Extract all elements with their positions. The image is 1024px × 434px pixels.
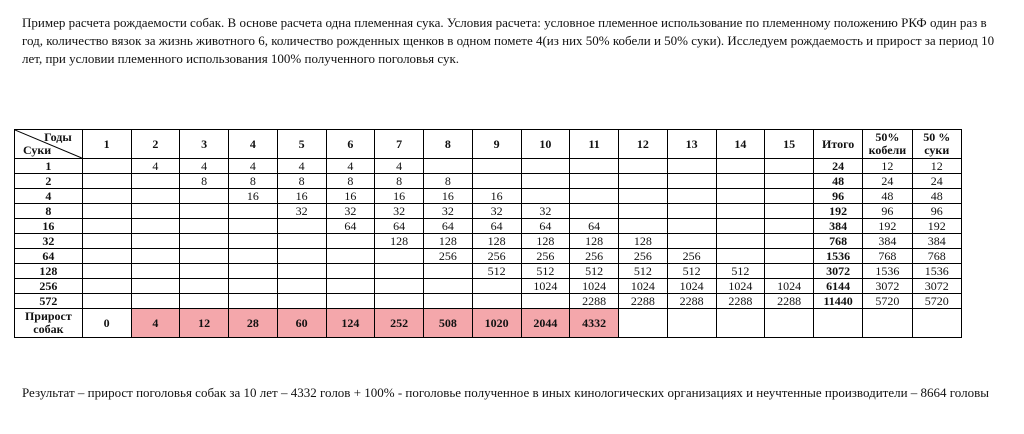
growth-cell (667, 309, 716, 338)
table-row (15, 189, 962, 204)
table-header-row (15, 130, 962, 159)
table-cell (716, 204, 765, 219)
males-header (863, 130, 912, 159)
table-cell: 16 (375, 189, 424, 204)
table-cell: 512 (667, 264, 716, 279)
table-cell (180, 189, 229, 204)
table-cell: 32 (424, 204, 473, 219)
table-cell (131, 204, 180, 219)
table-cell (375, 249, 424, 264)
table-cell (277, 264, 326, 279)
males-header-line2: кобели (868, 143, 907, 157)
table-cell: 64 (424, 219, 473, 234)
row-label: 2 (15, 174, 83, 189)
table-cell: 1024 (667, 279, 716, 294)
year-header-1: 1 (82, 130, 131, 159)
growth-cell (716, 309, 765, 338)
table-cell: 2288 (765, 294, 814, 309)
table-cell: 4 (131, 159, 180, 174)
table-cell: 256 (619, 249, 668, 264)
table-cell: 1024 (619, 279, 668, 294)
table-cell (277, 234, 326, 249)
table-cell: 64 (570, 219, 619, 234)
table-cell (180, 279, 229, 294)
table-cell: 8 (424, 174, 473, 189)
table-cell: 8 (375, 174, 424, 189)
table-cell (229, 219, 278, 234)
table-cell (765, 234, 814, 249)
table-cell: 16 (472, 189, 521, 204)
males-cell: 1536 (863, 264, 912, 279)
year-header-2: 2 (131, 130, 180, 159)
table-cell (570, 189, 619, 204)
total-cell: 384 (814, 219, 863, 234)
table-cell: 256 (472, 249, 521, 264)
males-cell: 48 (863, 189, 912, 204)
females-cell: 12 (912, 159, 961, 174)
row-label: 32 (15, 234, 83, 249)
year-header-15: 15 (765, 130, 814, 159)
table-cell (765, 174, 814, 189)
table-row (15, 249, 962, 264)
row-label: 8 (15, 204, 83, 219)
row-label: 256 (15, 279, 83, 294)
table-cell (326, 294, 375, 309)
table-cell: 2288 (716, 294, 765, 309)
table-cell: 1024 (570, 279, 619, 294)
females-cell: 3072 (912, 279, 961, 294)
growth-cell: 60 (277, 309, 326, 338)
table-cell (570, 204, 619, 219)
growth-cell: 4 (131, 309, 180, 338)
total-cell: 6144 (814, 279, 863, 294)
table-cell (667, 159, 716, 174)
year-header-9: 9 (472, 130, 521, 159)
table-cell (180, 234, 229, 249)
table-cell (82, 264, 131, 279)
table-cell: 256 (667, 249, 716, 264)
table-cell (375, 294, 424, 309)
total-header: Итого (814, 130, 863, 159)
table-cell: 256 (570, 249, 619, 264)
table-cell (619, 189, 668, 204)
row-label: 128 (15, 264, 83, 279)
table-cell: 32 (375, 204, 424, 219)
total-cell: 768 (814, 234, 863, 249)
females-header (912, 130, 961, 159)
table-cell (424, 159, 473, 174)
row-label: 1 (15, 159, 83, 174)
table-cell: 64 (326, 219, 375, 234)
growth-cell: 124 (326, 309, 375, 338)
total-cell: 96 (814, 189, 863, 204)
table-cell: 128 (619, 234, 668, 249)
table-cell (716, 189, 765, 204)
table-cell (229, 234, 278, 249)
growth-cell: 508 (424, 309, 473, 338)
year-header-3: 3 (180, 130, 229, 159)
table-cell: 256 (521, 249, 570, 264)
table-cell (619, 174, 668, 189)
table-cell (131, 189, 180, 204)
growth-empty-cell (814, 309, 863, 338)
table-cell (521, 174, 570, 189)
males-cell: 12 (863, 159, 912, 174)
table-cell (472, 159, 521, 174)
table-cell (180, 219, 229, 234)
table-cell (716, 219, 765, 234)
females-cell: 96 (912, 204, 961, 219)
males-cell: 3072 (863, 279, 912, 294)
row-label: 16 (15, 219, 83, 234)
table-row (15, 174, 962, 189)
males-cell: 24 (863, 174, 912, 189)
table-cell: 128 (375, 234, 424, 249)
table-cell: 512 (570, 264, 619, 279)
table-row (15, 279, 962, 294)
growth-cell (765, 309, 814, 338)
year-header-8: 8 (424, 130, 473, 159)
years-label: Годы (44, 130, 72, 144)
females-cell: 48 (912, 189, 961, 204)
year-header-7: 7 (375, 130, 424, 159)
females-header-line2: суки (924, 143, 950, 157)
table-cell (82, 294, 131, 309)
growth-cell: 28 (229, 309, 278, 338)
table-cell: 4 (180, 159, 229, 174)
table-cell (180, 294, 229, 309)
table-cell (667, 204, 716, 219)
table-cell: 16 (277, 189, 326, 204)
males-cell: 5720 (863, 294, 912, 309)
table-cell (326, 279, 375, 294)
table-cell: 128 (472, 234, 521, 249)
females-header-line1: 50 % (923, 130, 951, 144)
table-cell: 512 (472, 264, 521, 279)
table-cell: 1024 (765, 279, 814, 294)
growth-label-line1: Прирост (24, 309, 72, 323)
males-cell: 768 (863, 249, 912, 264)
table-cell (667, 234, 716, 249)
table-cell: 512 (521, 264, 570, 279)
table-cell: 4 (277, 159, 326, 174)
table-cell: 32 (472, 204, 521, 219)
table-cell (667, 174, 716, 189)
table-cell (424, 279, 473, 294)
intro-paragraph: Пример расчета рождаемости собак. В основе расчета одна племенная сука. Условия расчета: условное племенное использование по племенному положению РКФ один раз в год, количество вязок за жизнь животного 6, количество рожденных щенков в одном помете 4(из них 50% кобели и 50% суки). Исследуем рождаемость и прирост за период 10 лет, при условии племенного использования 100% полученного поголовья сук. (22, 15, 995, 66)
table-cell (570, 174, 619, 189)
table-cell (765, 264, 814, 279)
table-cell (765, 204, 814, 219)
table-cell (619, 204, 668, 219)
table-cell (82, 249, 131, 264)
table-cell (716, 174, 765, 189)
breeding-table (14, 129, 962, 338)
table-cell (570, 159, 619, 174)
table-cell: 4 (375, 159, 424, 174)
result-paragraph: Результат – прирост поголовья собак за 10 лет – 4332 голов + 100% - поголовье полученное в иных кинологических организациях и неучтенные производители – 8664 головы (22, 385, 989, 400)
table-cell: 8 (326, 174, 375, 189)
total-cell: 3072 (814, 264, 863, 279)
table-cell (277, 279, 326, 294)
females-row-label: Суки (23, 143, 52, 157)
table-cell (131, 279, 180, 294)
table-cell (180, 264, 229, 279)
males-cell: 96 (863, 204, 912, 219)
table-body (15, 159, 962, 338)
table-row (15, 294, 962, 309)
table-cell (326, 264, 375, 279)
table-cell (375, 264, 424, 279)
table-cell: 16 (424, 189, 473, 204)
table-cell: 2288 (667, 294, 716, 309)
table-cell (131, 294, 180, 309)
table-cell (131, 174, 180, 189)
table-cell (180, 204, 229, 219)
corner-header-cell (15, 130, 83, 159)
table-cell: 16 (326, 189, 375, 204)
table-cell (82, 234, 131, 249)
table-cell: 64 (521, 219, 570, 234)
table-cell: 2288 (619, 294, 668, 309)
table-cell (229, 264, 278, 279)
table-cell (765, 159, 814, 174)
growth-cell (619, 309, 668, 338)
table-cell: 4 (326, 159, 375, 174)
table-cell (521, 159, 570, 174)
table-cell (82, 174, 131, 189)
table-cell (82, 189, 131, 204)
females-cell: 768 (912, 249, 961, 264)
table-row (15, 159, 962, 174)
table-cell (229, 294, 278, 309)
table-cell: 512 (619, 264, 668, 279)
males-cell: 192 (863, 219, 912, 234)
table-row (15, 204, 962, 219)
table-row (15, 219, 962, 234)
row-label: 64 (15, 249, 83, 264)
growth-cell: 2044 (521, 309, 570, 338)
year-header-10: 10 (521, 130, 570, 159)
table-cell (277, 294, 326, 309)
total-cell: 1536 (814, 249, 863, 264)
table-cell (765, 189, 814, 204)
table-cell (472, 174, 521, 189)
growth-empty-cell (863, 309, 912, 338)
growth-cell: 4332 (570, 309, 619, 338)
table-cell: 128 (570, 234, 619, 249)
table-cell (326, 249, 375, 264)
table-cell: 16 (229, 189, 278, 204)
table-cell (82, 159, 131, 174)
row-label: 572 (15, 294, 83, 309)
table-cell (765, 219, 814, 234)
table-cell: 128 (424, 234, 473, 249)
table-cell (667, 219, 716, 234)
table-cell (375, 279, 424, 294)
growth-label (15, 309, 83, 338)
table-cell: 1024 (521, 279, 570, 294)
table-cell (472, 294, 521, 309)
females-cell: 384 (912, 234, 961, 249)
table-cell: 256 (424, 249, 473, 264)
year-header-6: 6 (326, 130, 375, 159)
females-cell: 192 (912, 219, 961, 234)
table-cell (82, 279, 131, 294)
growth-label-line2: собак (33, 322, 64, 336)
table-cell: 32 (277, 204, 326, 219)
table-cell (619, 219, 668, 234)
table-cell: 32 (521, 204, 570, 219)
table-cell (716, 249, 765, 264)
table-cell: 64 (375, 219, 424, 234)
table-cell (424, 264, 473, 279)
table-cell (326, 234, 375, 249)
year-header-12: 12 (619, 130, 668, 159)
table-cell: 4 (229, 159, 278, 174)
growth-cell: 1020 (472, 309, 521, 338)
table-cell (521, 189, 570, 204)
table-cell (716, 234, 765, 249)
total-cell: 11440 (814, 294, 863, 309)
table-cell: 2288 (570, 294, 619, 309)
table-cell: 8 (277, 174, 326, 189)
table-cell (667, 189, 716, 204)
table-cell: 8 (180, 174, 229, 189)
total-cell: 192 (814, 204, 863, 219)
table-cell (424, 294, 473, 309)
table-cell (82, 219, 131, 234)
table-cell (229, 279, 278, 294)
table-row (15, 264, 962, 279)
year-header-4: 4 (229, 130, 278, 159)
growth-cell: 12 (180, 309, 229, 338)
table-cell (521, 294, 570, 309)
table-cell (229, 249, 278, 264)
year-header-14: 14 (716, 130, 765, 159)
females-cell: 24 (912, 174, 961, 189)
table-cell: 8 (229, 174, 278, 189)
row-label: 4 (15, 189, 83, 204)
table-cell: 512 (716, 264, 765, 279)
total-cell: 48 (814, 174, 863, 189)
table-cell (180, 249, 229, 264)
table-cell (277, 249, 326, 264)
females-cell: 5720 (912, 294, 961, 309)
growth-row (15, 309, 962, 338)
table-cell (131, 234, 180, 249)
table-cell (82, 204, 131, 219)
table-row (15, 234, 962, 249)
year-header-11: 11 (570, 130, 619, 159)
year-header-13: 13 (667, 130, 716, 159)
table-cell (472, 279, 521, 294)
table-cell: 64 (472, 219, 521, 234)
growth-cell: 252 (375, 309, 424, 338)
table-cell (765, 249, 814, 264)
table-cell (716, 159, 765, 174)
growth-cell: 0 (82, 309, 131, 338)
total-cell: 24 (814, 159, 863, 174)
table-cell (131, 249, 180, 264)
table-cell (277, 219, 326, 234)
table-cell: 32 (326, 204, 375, 219)
males-header-line1: 50% (875, 130, 900, 144)
table-cell (131, 219, 180, 234)
males-cell: 384 (863, 234, 912, 249)
year-header-5: 5 (277, 130, 326, 159)
table-cell (229, 204, 278, 219)
table-cell: 128 (521, 234, 570, 249)
table-cell: 1024 (716, 279, 765, 294)
growth-empty-cell (912, 309, 961, 338)
females-cell: 1536 (912, 264, 961, 279)
table-cell (131, 264, 180, 279)
table-cell (619, 159, 668, 174)
